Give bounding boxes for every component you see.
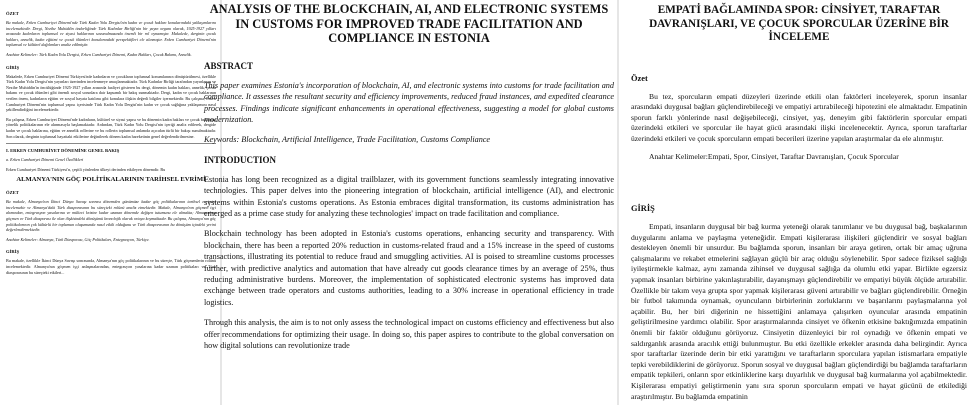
intro-paragraph: Estonia has long been recognized as a digital trailblazer, with its government functions seamlessly integrating innovative technologies. This paper delves into the pioneering integration of blockchain, artificial intelligence (AI), and electronic systems within Estonia's customs operations. As Estonia embraces digital transformation, its customs administration has emerged as a prime case study for analyzing these technologies' impact on trade facilitation and compliance.	[204, 174, 614, 219]
right-document-content	[631, 4, 967, 410]
article-title: EMPATİ BAĞLAMINDA SPOR: CİNSİYET, TARAFTAR DAVRANIŞLARI, VE ÇOCUK SPORCULAR ÜZERİNE BİR İNCELEME	[649, 4, 949, 43]
intro-heading: GİRİŞ	[6, 249, 20, 255]
keywords: Anahtar Kelimeler: Türk Kadın Yolu Dergisi, Erken Cumhuriyet Dönemi, Kadın Hakları, Çocuk Bakımı, Annelik.	[6, 51, 192, 57]
article-title	[6, 0, 216, 2]
keywords: Keywords: Blockchain, Artificial Intelligence, Trade Facilitation, Customs Compliance	[204, 135, 491, 145]
abstract-heading: ÖZET	[6, 190, 19, 196]
intro-paragraph: Empati, insanların duygusal bir bağ kurma yeteneği olarak tanımlanır ve bu duygusal bağ, başkalarının duygularını anlama ve paylaşma yeteneğidir. Empati kişilerarası ilişkileri güçlendirir ve sosyal bağları destekleyen önemli bir unsurdur. Bu bağlamda sporun, insanları bir araya getiren, ortak bir amaç uğruna çalışmalarını ve rekabet etmelerini sağlayan güçlü bir araç olduğu söylenebilir. Spor sadece fiziksel sağlığı iyileştirmekle kalmaz, aynı zamanda zihinsel ve duygusal sağlığa da olumlu etki yapar. Birlikte egzersiz yapmak insanları birbirine yakınlaştırabilir, dayanışmayı güçlendirebilir ve empatiyi büyük ölçüde artırabilir. Özellikle bir takım veya grupta spor yapmak kişilerarası güveni artırabilir ve bağları güçlendirebilir. Örneğin bir futbol takımında oynamak, oyuncuların birbirlerinin zorluklarını ve başarılarını paylaşmalarına yol açabilir. Bu, her biri diğerinin ne hissettiğini anlamaya çalışırken oyuncular arasında empatinin geliştirilmesine yardımcı olabilir. Spor araştırmalarında cinsiyet ve öfkenin etkisine baktığımızda empatinin önemli bir faktör olduğunu görüyoruz. Cinsiyetin düzenleyici bir rol oynadığı ve öfkenin empati ve saldırganlık arasında aracılık ettiği bulunmuştur. Bu etki özellikle erkekler arasında daha belirgindir. Ayrıca spor taraftarlar üzerinde derin bir etki yarattığını ve taraftarların sporculara yapılan istismarlara empatiyle tepki verebildiklerini de görüyoruz. Sporun sosyal ve duygusal bağları güçlendirdiği bu bağlamda taraftarların empatik tepkileri, onların spor etkinliklerine karşı duyarlılık ve duygusal bağ kurmalarına yol açabilmektedir. Kişilerarası empatiyi geliştirmenin yanı sıra sporun sporcuların empati ve hayat gücünü de etkilediği araştırılmıştır. Bu bağlamda empatinin	[631, 222, 967, 401]
right-document-pane[interactable]	[619, 0, 980, 405]
section-heading: I. ERKEN CUMHURİYET DÖNEMİNE GENEL BAKIŞ	[6, 148, 120, 154]
intro-paragraph: Bu çalışma, Erken Cumhuriyet Dönemi'nde kadınların, kültürel ve siyasi yapısı ve bu dönemin kadın hakları ve çocuk bakımına yönelik politikalarının ele alınmasıyla başlamaktadır. Ardından, Türk Kadın Yolu Dergisi'nin içeriği analiz edilerek, dergide kadın ve çocuk haklarına, eğitim ve annelik rollerine ve bu rollerin toplumsal anlamda açıcıdan türlü bir bakışı sunulmaktadır. Son olarak, derginin toplumsal hayattaki etkilerine değinilerek dönem kadın hareketinin genel değerlendirilmesine.	[6, 116, 216, 139]
abstract-heading: Özet	[631, 73, 648, 83]
left-document-pane[interactable]	[0, 0, 222, 405]
abstract-heading: ÖZET	[6, 11, 19, 16]
intro-paragraph: Bu makale, özellikle İkinci Dünya Savaşı sonrasında, Almanya'nın göç politikalarının ve bu süreçte, Türk göçmenlerin rolünü incelemektedir. Almanya'nın göçmen işçi anlaşmalarından, entegrasyon yasalarına kadar uzanan politikaları ve Türk diasporasının bu süreçteki etkileri...	[6, 258, 216, 275]
article-title: ANALYSIS OF THE BLOCKCHAIN, AI, AND ELECTRONIC SYSTEMS IN CUSTOMS FOR IMPROVED TRADE FACILITATION AND COMPLIANCE IN ESTONIA	[209, 2, 609, 46]
intro-paragraph: Makalede, Erken Cumhuriyet Dönemi Türkiyesi'nde kadınların ve çocukların toplumsal konumlarının dönüştürülmesi, özellikle Türk Kadın Yolu Dergisi'nin yayınları üzerinden incelenmeye amaçlanmaktadır. Türk Kadınlar Birliği tarafından yayınlanan ve Nezihe Muhiddin'in öncülüğünde 1925-1927 yılları arasında faaliyet gösteren bu dergi, dönemin kadın hakları, annelik, çocuk bakımı ve çocuk ölümleri gibi önemli sosyal sorunlara dair kapsamlı bir bakış sunmaktadır. Dergi, kadın ve çocuk haklarının verilen önem, kadınların eğitim ve sosyal hayata katılımı gibi konulara ilişkin değerli bilgiler içermektedir. Bu çalışma, Erken Cumhuriyet Dönemi'nin toplumsal yapısı içerisinde Türk Kadın Yolu Dergisi'nin kadın ve çocuk sağlığına yaklaşımını nasıl şekillendirdiğini incelemektedir.	[6, 73, 216, 113]
abstract-heading: ABSTRACT	[204, 60, 254, 71]
intro-heading: INTRODUCTION	[204, 154, 277, 165]
intro-heading: GİRİŞ	[6, 64, 20, 70]
subsection-heading: a. Erken Cumhuriyet Dönemi Genel Özellikleri	[6, 157, 84, 163]
middle-document-content	[204, 2, 614, 361]
keywords: Anahtar Kelimeler:Empati, Spor, Cinsiyet, Taraftar Davranışları, Çocuk Sporcular	[649, 152, 899, 162]
intro-paragraph: Blockchain technology has been adopted in Estonia's customs operations, enhancing security and transparency. With blockchain, there has been a reported 20% reduction in customs-related fraud and a 15% increase in the speed of customs transactions, illustrating its potential to reduce fraud and smuggling activities. AI is poised to streamline customs processes further, with predictive analytics and automation that have already cut goods clearance times by an average of 25%, thus reducing administrative burdens. Moreover, the implementation of sophisticated electronic systems has improved data exchange between trade operators and customs authorities, leading to a 30% increase in operational efficiency in trade logistics.	[204, 229, 614, 307]
divider	[6, 143, 216, 144]
subsection-text: Erken Cumhuriyet Dönemi Türkiyesi'n, çeşitli yönlerden ülkeyi derinden etkileyen dönemdir. Bu	[6, 166, 166, 172]
abstract-text: This paper examines Estonia's incorporation of blockchain, AI, and electronic systems into customs for trade facilitation and compliance. It assesses the resultant security and efficiency improvements, reduced fraud instances, and expedited clearance processes. Findings indicate significant enhancements in operational effectiveness, suggesting a model for global customs modernization.	[204, 80, 614, 124]
abstract-text: Bu tez, sporcuların empati düzeyleri üzerinde etkili olan faktörleri inceleyerek, sporun insanlar arasındaki duygusal bağları güçlendirebileceği ve empatiyi artırabileceği hipotezini ele almaktadır. Empatinin sporun farklı yönlerinde nasıl değişebileceği, cinsiyet, yaş, deneyim gibi faktörlerin sporcular empati üzerindeki etkileri ve sporcular ile hayat gücü arasındaki ilişki incelenecektir. Ayrıca, sporun taraftarlar üzerindeki etkileri ve çocuk sporcuların empati becerileri üzerine yapılan araştırmalar da ele alınmıştır.	[631, 91, 967, 143]
intro-paragraph: Through this analysis, the aim is to not only assess the technological impact on customs efficiency and effectiveness but also offer recommendations for optimizing their usage. In doing so, this paper aspires to contribute to the global conversation on how digital solutions can revolutionize trade	[204, 318, 614, 351]
intro-heading: GİRİŞ	[631, 204, 655, 214]
abstract-text: Bu makale, Almanya'nın İkinci Dünya Savaşı sonrası dönemden günümüze kadar göç politikalarının tarihsel evrimini incelemekte ve Almanya'daki Türk diasporasının bu süreçteki rolünü analiz etmektedir. Makale, Almanya'nın göçmen işçi alımından, entegrasyon yasalarına ve mülteci krizine kadar uzanan dönemde değişen tutumunu ele almakta; Almanya'nın göçmen ve Türk diasporası ile olan ilişkisindeki dönüşümü kronolojik olarak ortaya koymaktadır. Bu çalışma, Almanya'nın göç politikalarının çok kültürlü bir toplumun oluşumunda nasıl etkili olduğunu ve Türk diasporasının bu dönüşüm içindeki yerini değerlendirmektedir.	[6, 199, 216, 233]
middle-document-pane[interactable]	[204, 0, 619, 405]
keywords: Anahtar Kelimeler: Almanya, Türk Diasporası, Göç Politikaları, Entegrasyon, Türkiye.	[6, 236, 150, 242]
left-document-content	[6, 0, 216, 279]
abstract-text: Bu makale, Erken Cumhuriyet Dönemi'nde Türk Kadın Yolu Dergisi'nin kadın ve çocuk hakları konularındaki yaklaşımlarını incelemektedir. Dergi, Nezihe Muhiddin önderliğinde Türk Kadınlar Birliği'nin bir yayın organı olarak, 1925-1927 yılları arasında kadınların toplumsal ve siyasi haklarının savunulmasında önemli bir rol oynamıştır. Makalede, derginin çocuk hakları, annelik, kadın eğitimi ve çocuk ölümleri konularındaki perspektifleri ele alınmıştır. Erken Cumhuriyet Dönemi'nin toplumsal ve kültürel dağılımları analiz edilmiştir.	[6, 20, 216, 48]
article-title: ALMANYA'NIN GÖÇ POLİTİKALARININ TARİHSEL EVRİMİ	[16, 176, 206, 184]
